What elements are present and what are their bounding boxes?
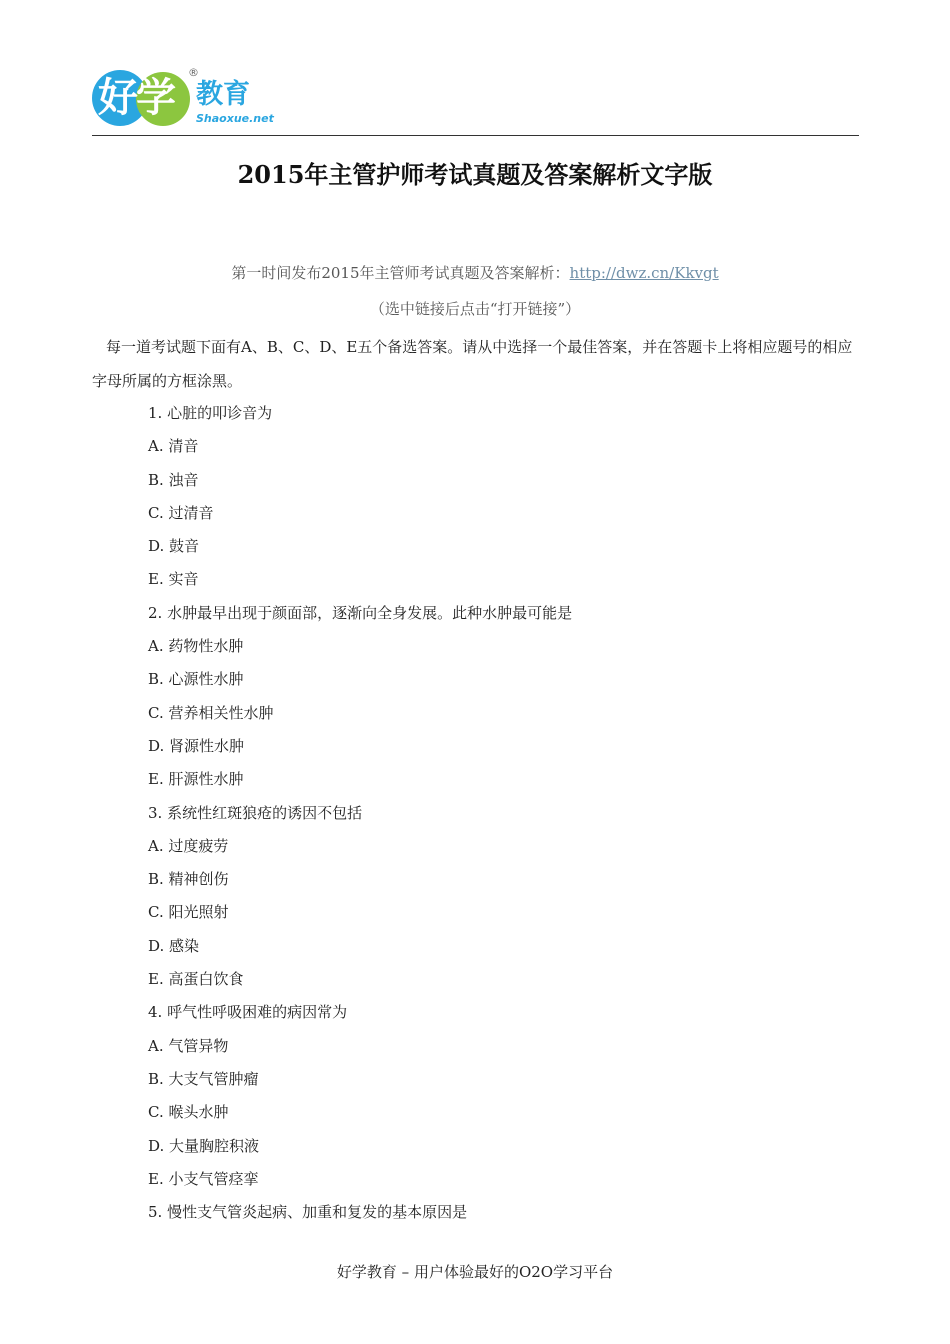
logo-side-text: 教育: [196, 79, 250, 110]
answer-option: A. 气管异物: [148, 1036, 229, 1055]
answer-option: B. 精神创伤: [148, 870, 229, 889]
answer-option: B. 浊音: [148, 470, 199, 489]
page-footer: 好学教育 – 用户体验最好的O2O学习平台: [336, 1263, 614, 1281]
answer-option: E. 高蛋白饮食: [148, 970, 244, 989]
answer-option: E. 实音: [148, 570, 199, 589]
notice-hint: （选中链接后点击“打开链接”）: [369, 300, 581, 318]
answer-option: A. 药物性水肿: [148, 637, 244, 656]
answer-option: C. 营养相关性水肿: [148, 703, 274, 722]
answer-option: E. 小支气管痉挛: [148, 1169, 259, 1188]
question-stem: 3. 系统性红斑狼疮的诱因不包括: [148, 803, 363, 822]
exam-instructions: 每一道考试题下面有A、B、C、D、E五个备选答案。请从中选择一个最佳答案，并在答题卡上将相应题号的相应字母所属的方框涂黑。: [92, 338, 853, 390]
logo-main-text: 好学: [98, 75, 174, 121]
answer-option: B. 大支气管肿瘤: [148, 1069, 259, 1088]
answer-option: C. 喉头水肿: [148, 1103, 229, 1122]
question-stem: 1. 心脏的叩诊音为: [148, 404, 273, 422]
notice-text: 第一时间发布2015年主管师考试真题及答案解析：: [231, 264, 570, 282]
answer-option: A. 清音: [148, 437, 199, 456]
answer-option: A. 过度疲劳: [148, 836, 229, 855]
header-divider: [92, 135, 859, 136]
question-list: [148, 397, 848, 1229]
page-title: 2015年主管护师考试真题及答案解析文字版: [237, 160, 713, 189]
question-stem: 2. 水肿最早出现于颜面部，逐渐向全身发展。此种水肿最可能是: [148, 603, 573, 622]
answer-option: C. 阳光照射: [148, 903, 229, 922]
answer-option: D. 鼓音: [148, 537, 200, 556]
answer-option: E. 肝源性水肿: [148, 770, 244, 789]
answer-option: B. 心源性水肿: [148, 670, 244, 689]
logo-registered-mark: ®: [188, 66, 199, 79]
notice-link[interactable]: http://dwz.cn/Kkvgt: [569, 264, 719, 282]
question-stem: 5. 慢性支气管炎起病、加重和复发的基本原因是: [148, 1203, 468, 1222]
answer-option: C. 过清音: [148, 503, 214, 522]
logo: [92, 66, 272, 136]
answer-option: D. 感染: [148, 936, 200, 955]
answer-option: D. 大量胸腔积液: [148, 1136, 260, 1155]
logo-domain: Shaoxue.net: [196, 112, 274, 125]
question-stem: 4. 呼气性呼吸困难的病因常为: [148, 1003, 348, 1022]
answer-option: D. 肾源性水肿: [148, 736, 245, 755]
release-notice: [0, 262, 950, 283]
